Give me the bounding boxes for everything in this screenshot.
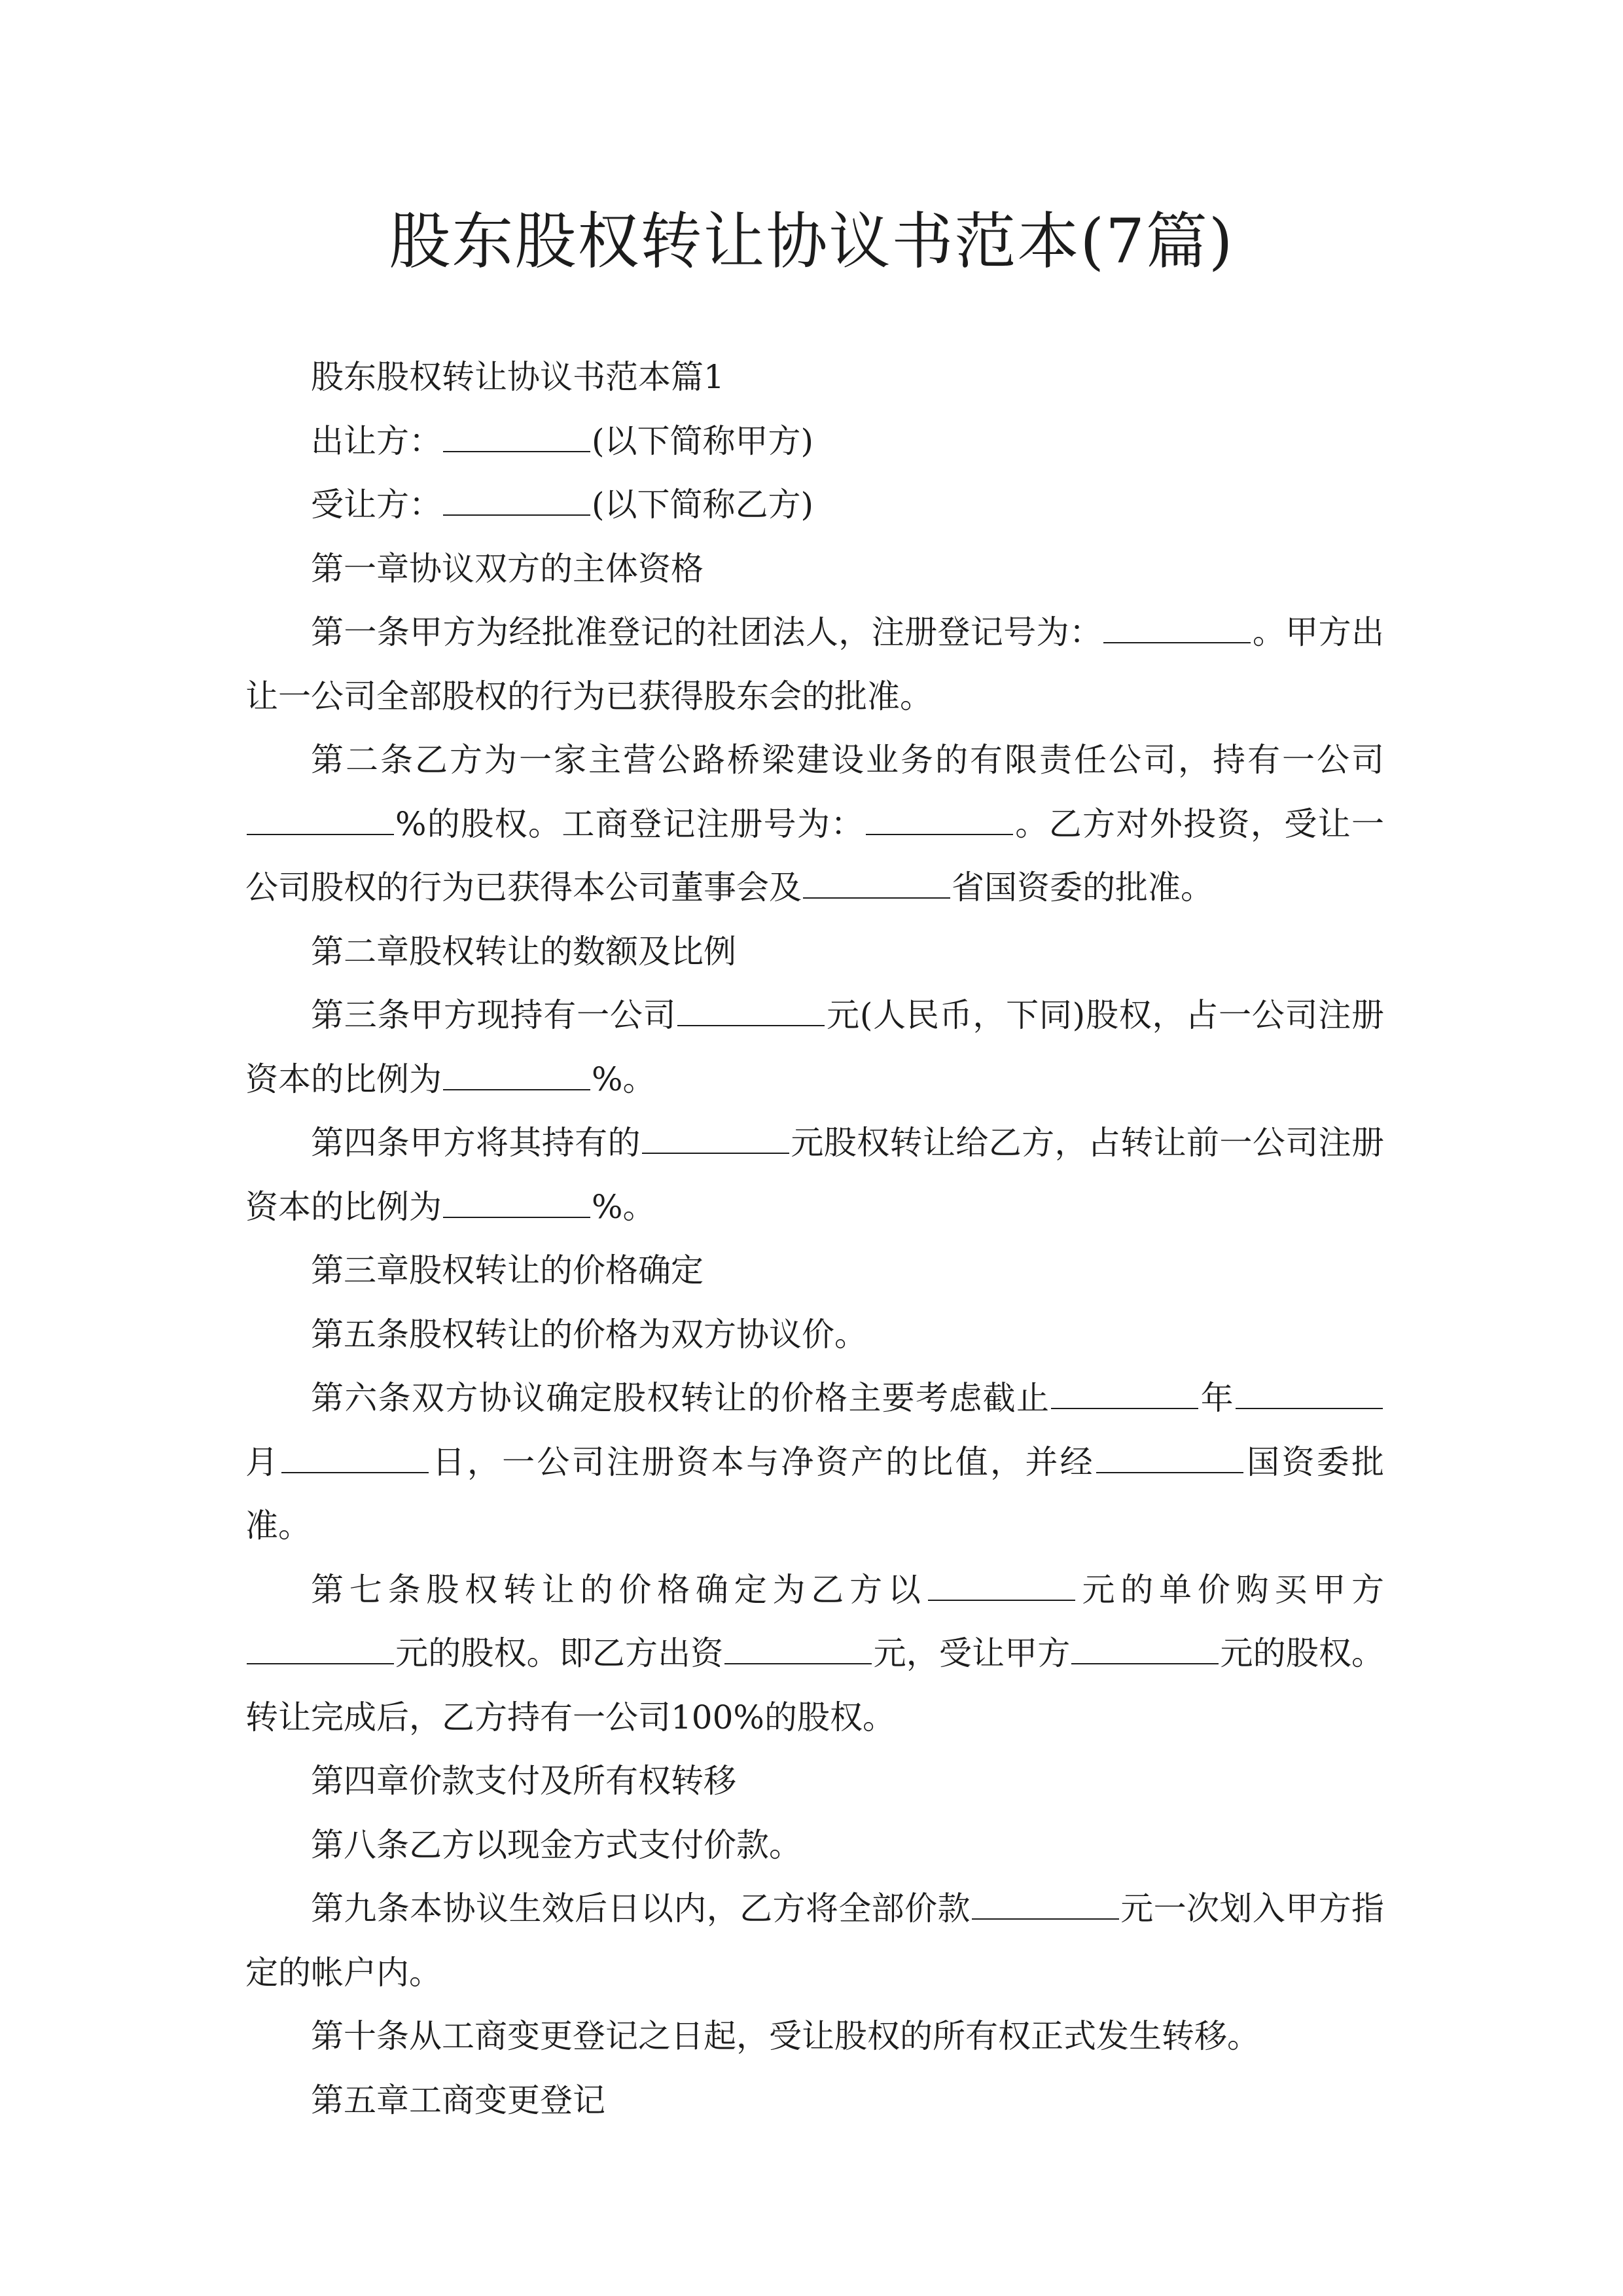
paragraph-text: 第二章股权转让的数额及比例: [311, 932, 736, 971]
paragraph-text: 日，一公司注册资本与净资产的比值，并经: [430, 1443, 1095, 1481]
paragraph: [245, 1303, 1384, 1367]
paragraph-text: 国资委批准。: [245, 1443, 1385, 1545]
paragraph-text: 年: [1200, 1379, 1235, 1417]
paragraph-text: 元的股权。即乙方出资: [395, 1634, 724, 1672]
paragraph: [245, 984, 1384, 1111]
paragraph: [245, 537, 1384, 601]
paragraph-text: (以下简称乙方): [592, 486, 814, 524]
paragraph: [245, 1239, 1384, 1303]
paragraph-text: 受让方：: [311, 486, 442, 524]
paragraph-text: 第三章股权转让的价格确定: [311, 1251, 704, 1289]
paragraph-text: 元的单价购买甲方: [1076, 1570, 1385, 1609]
fill-in-blank: [972, 1891, 1119, 1920]
fill-in-blank: [281, 1444, 429, 1473]
fill-in-blank: [443, 487, 590, 516]
paragraph: [245, 1558, 1384, 1750]
fill-in-blank: [1071, 1636, 1219, 1664]
paragraph-text: 元股权转让给乙方，占转让前一公司注册资本的比例为: [245, 1124, 1385, 1226]
paragraph-text: 第一章协议双方的主体资格: [311, 549, 704, 588]
paragraph: [245, 473, 1384, 537]
paragraph: [245, 1749, 1384, 1814]
paragraph: [245, 2069, 1384, 2133]
paragraph-text: 第四条甲方将其持有的: [311, 1124, 641, 1162]
paragraph-text: 第二条乙方为一家主营公路桥梁建设业务的有限责任公司，持有一公司: [311, 741, 1384, 779]
fill-in-blank: [866, 806, 1013, 835]
paragraph-text: 第五条股权转让的价格为双方协议价。: [311, 1315, 867, 1354]
paragraph: [245, 2005, 1384, 2069]
paragraph-text: 第一条甲方为经批准登记的社团法人，注册登记号为：: [311, 613, 1103, 651]
fill-in-blank: [928, 1572, 1075, 1601]
paragraph-text: 第三条甲方现持有一公司: [311, 996, 677, 1034]
fill-in-blank: [1051, 1380, 1198, 1409]
paragraph-text: 月: [245, 1443, 281, 1481]
paragraph-text: 第九条本协议生效后日以内，乙方将全部价款: [311, 1890, 971, 1928]
paragraph: [245, 1367, 1384, 1558]
paragraph: [245, 410, 1384, 474]
paragraph-text: 元(人民币，下同)股权，占一公司注册资本的比例为: [245, 996, 1385, 1098]
fill-in-blank: [677, 997, 825, 1026]
fill-in-blank: [642, 1125, 789, 1154]
paragraph-text: 第五章工商变更登记: [311, 2081, 605, 2119]
fill-in-blank: [803, 870, 950, 899]
paragraph-text: 股东股权转让协议书范本篇1: [311, 358, 724, 396]
fill-in-blank: [1103, 615, 1251, 643]
fill-in-blank: [1096, 1444, 1243, 1473]
paragraph-text: 元，受让甲方: [873, 1634, 1071, 1672]
paragraph-text: 第八条乙方以现金方式支付价款。: [311, 1825, 802, 1864]
paragraph-text: 元的股权。转让完成后，乙方持有一公司100%的股权。: [245, 1634, 1385, 1736]
paragraph-text: %。: [592, 1060, 656, 1098]
fill-in-blank: [247, 806, 394, 835]
paragraph-text: 第四章价款支付及所有权转移: [311, 1762, 736, 1800]
paragraph-text: 第七条股权转让的价格确定为乙方以: [311, 1570, 927, 1609]
paragraph-text: (以下简称甲方): [592, 422, 814, 460]
paragraph: [245, 1814, 1384, 1878]
paragraph-text: 省国资委的批准。: [952, 869, 1213, 906]
document-title: 股东股权转让协议书范本(7篇): [389, 206, 1234, 278]
paragraph: [245, 346, 1384, 410]
paragraph: [245, 1111, 1384, 1239]
paragraph-text: 元一次划入甲方指定的帐户内。: [245, 1890, 1385, 1992]
fill-in-blank: [443, 1062, 590, 1090]
fill-in-blank: [1236, 1380, 1383, 1409]
fill-in-blank: [247, 1636, 394, 1664]
paragraph-text: %的股权。工商登记注册号为：: [395, 804, 865, 843]
paragraph-text: %。: [592, 1187, 656, 1226]
paragraph: [245, 1877, 1384, 2005]
paragraph-text: 。乙方对外投资，受让一公司股权的行为已获得本公司董事会及: [245, 804, 1385, 906]
fill-in-blank: [443, 1189, 590, 1218]
document-body: [245, 346, 1384, 2132]
paragraph: [245, 601, 1384, 728]
paragraph-text: 出让方：: [311, 422, 442, 460]
paragraph: [245, 920, 1384, 984]
fill-in-blank: [443, 423, 590, 452]
fill-in-blank: [724, 1636, 872, 1664]
paragraph-text: 第十条从工商变更登记之日起，受让股权的所有权正式发生转移。: [311, 2017, 1260, 2055]
paragraph-text: 第六条双方协议确定股权转让的价格主要考虑截止: [311, 1379, 1050, 1417]
paragraph: [245, 728, 1384, 920]
paragraph-text: 。甲方出让一公司全部股权的行为已获得股东会的批准。: [245, 613, 1385, 715]
